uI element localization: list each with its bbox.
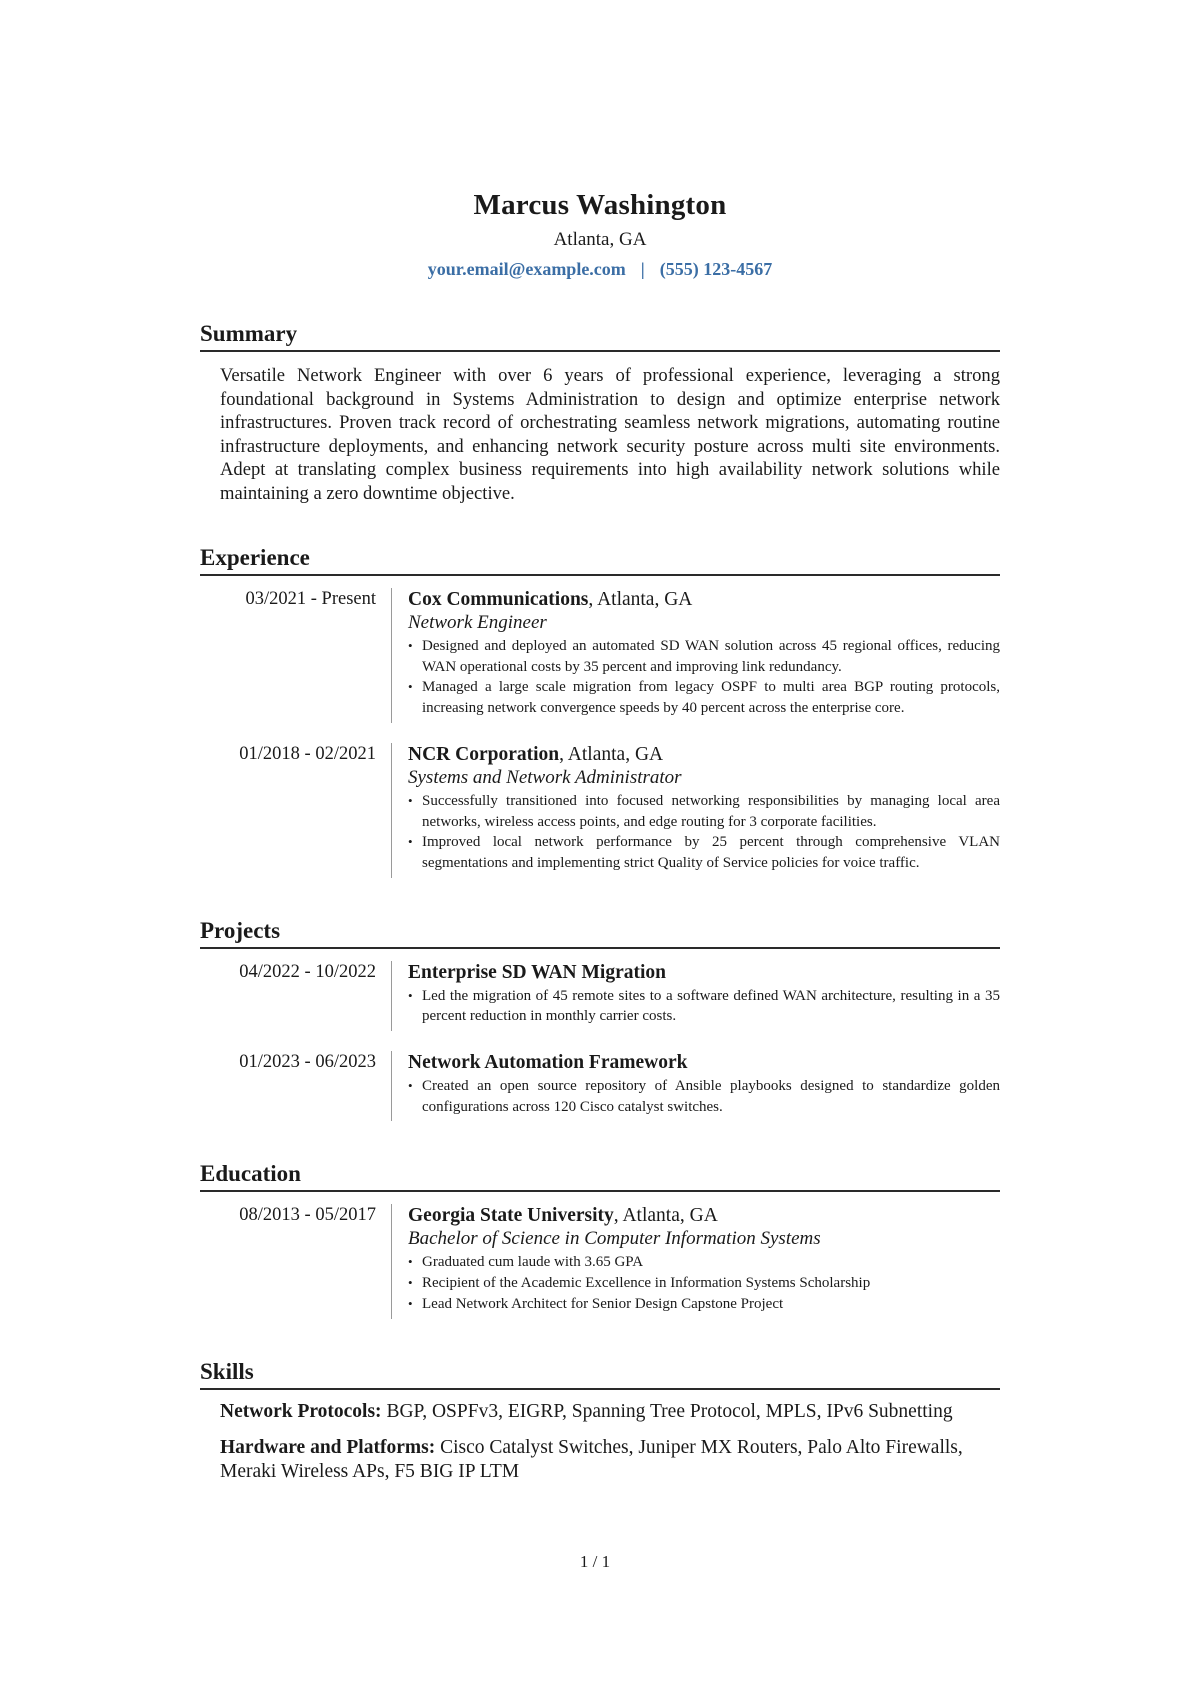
degree-title: Bachelor of Science in Computer Information Systems xyxy=(408,1228,821,1250)
project-entry xyxy=(200,961,1000,1031)
project-entry xyxy=(200,1051,1000,1121)
job-title: Systems and Network Administrator xyxy=(408,766,682,788)
section-title-summary: Summary xyxy=(200,319,1000,352)
skill-row xyxy=(220,1436,1000,1483)
employer-name: NCR Corporation xyxy=(408,743,560,765)
resume-page xyxy=(200,188,1000,1483)
bullet-item: • Lead Network Architect for Senior Design Capstone Project xyxy=(408,1294,1000,1315)
entry-heading xyxy=(408,1204,1000,1227)
contact-line xyxy=(200,257,1000,281)
bullet-list xyxy=(408,1252,1000,1314)
resume-header xyxy=(200,188,1000,281)
skills-section xyxy=(200,1357,1000,1484)
project-name: Network Automation Framework xyxy=(408,1052,688,1074)
candidate-location: Atlanta, GA xyxy=(553,229,647,250)
experience-entry xyxy=(200,743,1000,878)
section-title-skills: Skills xyxy=(200,1357,1000,1390)
skill-label: Hardware and Platforms: xyxy=(220,1437,436,1459)
entry-body xyxy=(391,588,1000,723)
bullet-list xyxy=(408,986,1000,1027)
phone-link[interactable]: (555) 123-4567 xyxy=(659,259,773,279)
employer-name: Cox Communications xyxy=(408,589,589,610)
bullet-item: • Designed and deployed an automated SD WAN solution across 45 regional offices, reducing WAN operational costs by 35 percent and improving link redundancy. xyxy=(408,636,1000,677)
bullet-item: • Created an open source repository of Ansible playbooks designed to standardize golden configurations across 120 Cisco catalyst switches. xyxy=(408,1076,1000,1117)
experience-entry xyxy=(200,588,1000,723)
section-title-projects: Projects xyxy=(200,916,1000,949)
school-name: Georgia State University xyxy=(408,1205,614,1227)
skill-value: BGP, OSPFv3, EIGRP, Spanning Tree Protocol, MPLS, IPv6 Subnetting xyxy=(381,1400,953,1422)
entry-heading xyxy=(408,743,1000,766)
bullet-list xyxy=(408,1076,1000,1117)
bullet-item: • Recipient of the Academic Excellence in Information Systems Scholarship xyxy=(408,1273,1000,1294)
entry-date: 01/2018 - 02/2021 xyxy=(239,743,376,764)
bullet-item: • Led the migration of 45 remote sites to a software defined WAN architecture, resulting in a 35 percent reduction in monthly carrier costs. xyxy=(408,986,1000,1027)
summary-section xyxy=(200,319,1000,505)
entry-body xyxy=(391,1204,1000,1318)
entry-body xyxy=(391,961,1000,1031)
email-link[interactable]: your.email@example.com xyxy=(427,259,626,279)
project-name: Enterprise SD WAN Migration xyxy=(408,961,667,983)
summary-text: Versatile Network Engineer with over 6 years of professional experience, leveraging a strong foundational background in Systems Administration to design and optimize enterprise network infrastructures. Proven track record of orchestrating seamless network migrations, automating routine infrastructure deployments, and enhancing network security posture across multi site environments. Adept at translating complex business requirements into high availability network solutions while maintaining a zero downtime objective. xyxy=(220,365,1000,504)
contact-separator: | xyxy=(640,259,645,279)
employer-location: , Atlanta, GA xyxy=(588,589,693,610)
projects-section xyxy=(200,916,1000,1122)
candidate-name: Marcus Washington xyxy=(473,189,727,221)
entry-date: 01/2023 - 06/2023 xyxy=(239,1052,376,1073)
skill-label: Network Protocols: xyxy=(220,1400,382,1422)
bullet-list xyxy=(408,636,1000,719)
entry-date: 03/2021 - Present xyxy=(245,589,376,609)
entry-body xyxy=(391,743,1000,878)
section-title-education: Education xyxy=(200,1159,1000,1192)
job-title: Network Engineer xyxy=(408,612,547,633)
bullet-item: • Successfully transitioned into focused networking responsibilities by managing local area networks, wireless access points, and edge routing for 3 corporate facilities. xyxy=(408,791,1000,832)
experience-section xyxy=(200,543,1000,878)
entry-heading xyxy=(408,1051,1000,1074)
skills-list xyxy=(200,1400,1000,1484)
section-title-experience: Experience xyxy=(200,543,1000,576)
entry-heading xyxy=(408,588,1000,611)
bullet-item: • Managed a large scale migration from legacy OSPF to multi area BGP routing protocols, increasing network convergence speeds by 40 percent across the enterprise core. xyxy=(408,677,1000,718)
bullet-item: • Improved local network performance by 25 percent through comprehensive VLAN segmentations and implementing strict Quality of Service policies for voice traffic. xyxy=(408,832,1000,873)
employer-location: , Atlanta, GA xyxy=(559,743,664,765)
entry-date: 08/2013 - 05/2017 xyxy=(239,1205,376,1226)
school-location: , Atlanta, GA xyxy=(613,1205,718,1227)
entry-heading xyxy=(408,961,1000,984)
skill-value: Cisco Catalyst Switches, Juniper MX Routers, Palo Alto Firewalls, Meraki Wireless APs, F5 BIG IP LTM xyxy=(220,1437,963,1482)
bullet-item: • Graduated cum laude with 3.65 GPA xyxy=(408,1252,1000,1273)
education-section xyxy=(200,1159,1000,1318)
page-number: 1 / 1 xyxy=(579,1552,611,1571)
entry-date: 04/2022 - 10/2022 xyxy=(239,961,376,982)
entry-body xyxy=(391,1051,1000,1121)
education-entry xyxy=(200,1204,1000,1318)
skill-row xyxy=(220,1400,1000,1424)
bullet-list xyxy=(408,791,1000,874)
